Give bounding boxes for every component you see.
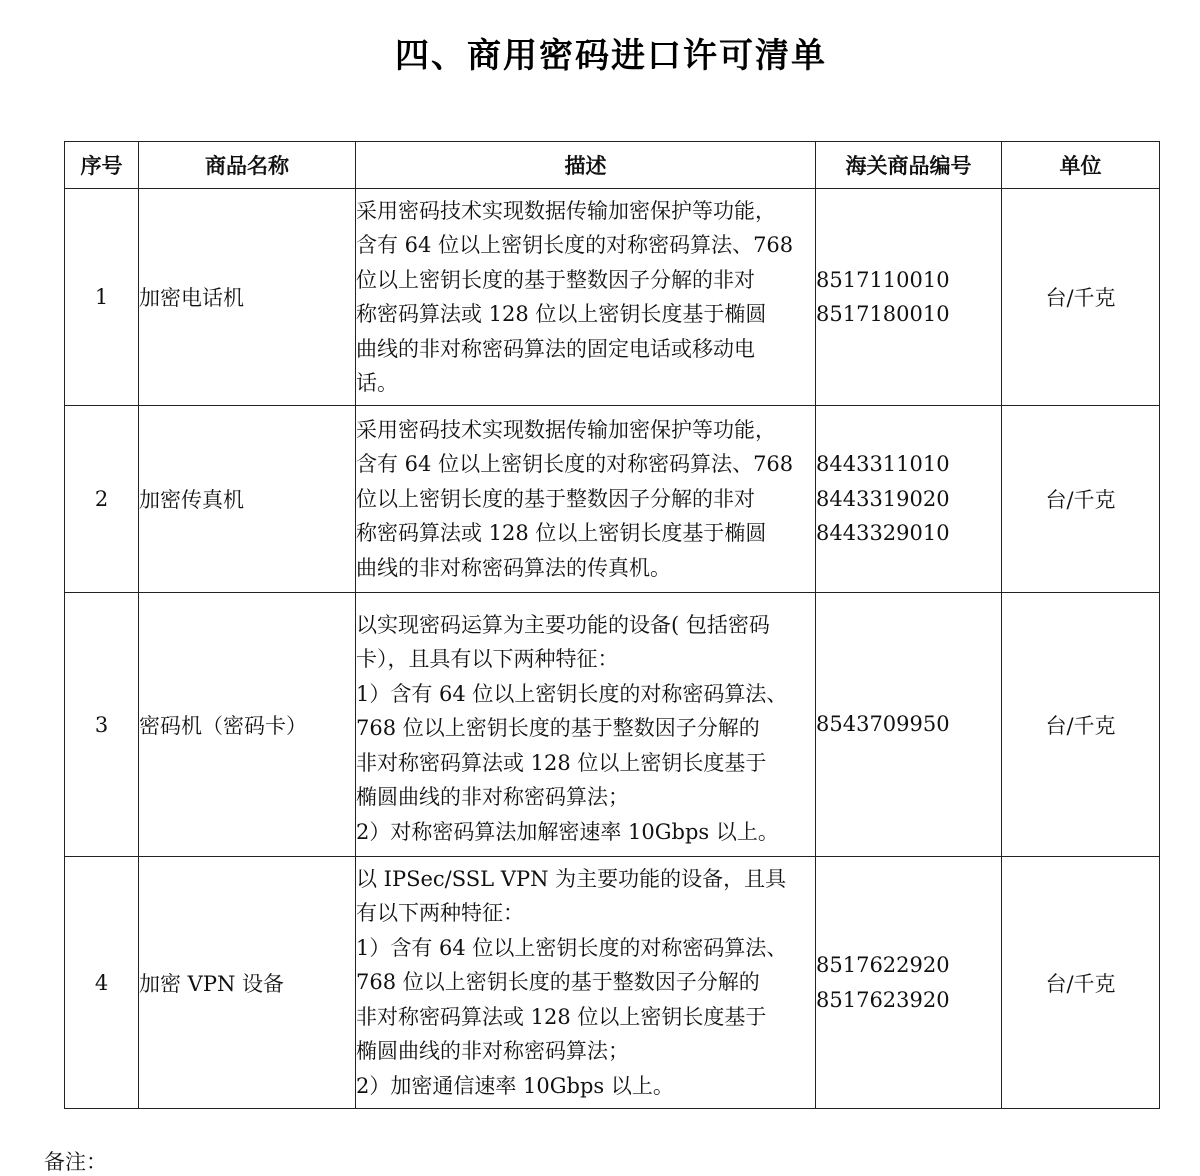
remark-label: 备注： xyxy=(44,1150,107,1174)
description-line: 位以上密钥长度的基于整数因子分解的非对 xyxy=(356,486,755,511)
table-row xyxy=(65,593,1160,857)
product-name: 加密 VPN 设备 xyxy=(139,857,356,1109)
description-line: 768 位以上密钥长度的基于整数因子分解的 xyxy=(356,970,760,995)
table-row xyxy=(65,406,1160,593)
unit: 台/千克 xyxy=(1002,857,1160,1109)
unit: 台/千克 xyxy=(1002,406,1160,593)
description-line: 曲线的非对称密码算法的传真机。 xyxy=(356,555,671,580)
description-line: 非对称密码算法或 128 位以上密钥长度基于 xyxy=(356,750,767,775)
header-desc: 描述 xyxy=(356,142,816,189)
customs-code: 8517180010 xyxy=(816,302,950,326)
description-line: 采用密码技术实现数据传输加密保护等功能， xyxy=(356,417,776,442)
unit: 台/千克 xyxy=(1002,189,1160,406)
description-line: 椭圆曲线的非对称密码算法； xyxy=(356,785,629,810)
customs-codes xyxy=(816,857,1002,1109)
table-header-row xyxy=(65,142,1160,189)
description-line: 话。 xyxy=(356,371,398,395)
customs-codes xyxy=(816,593,1002,857)
description-line: 椭圆曲线的非对称密码算法； xyxy=(356,1039,629,1064)
description-line: 称密码算法或 128 位以上密钥长度基于椭圆 xyxy=(356,521,767,546)
description xyxy=(356,189,816,406)
description-line: 非对称密码算法或 128 位以上密钥长度基于 xyxy=(356,1004,767,1029)
row-number: 3 xyxy=(65,593,139,857)
description-line: 卡），且具有以下两种特征： xyxy=(356,647,619,672)
customs-code: 8517623920 xyxy=(816,987,950,1012)
row-number: 1 xyxy=(65,189,139,406)
customs-code: 8443329010 xyxy=(816,521,950,546)
header-no: 序号 xyxy=(65,142,139,189)
table-row xyxy=(65,189,1160,406)
product-name: 密码机（密码卡） xyxy=(139,593,356,857)
import-license-table xyxy=(64,141,1160,1109)
description-line: 2）对称密码算法加解密速率 10Gbps 以上。 xyxy=(356,819,779,844)
description-line: 曲线的非对称密码算法的固定电话或移动电 xyxy=(356,336,755,361)
header-name: 商品名称 xyxy=(139,142,356,189)
page-title: 四、商用密码进口许可清单 xyxy=(395,36,827,76)
description xyxy=(356,857,816,1109)
customs-code: 8443311010 xyxy=(816,452,950,477)
description-line: 768 位以上密钥长度的基于整数因子分解的 xyxy=(356,716,760,741)
description-line: 采用密码技术实现数据传输加密保护等功能， xyxy=(356,198,776,223)
description-line: 以实现密码运算为主要功能的设备( 包括密码 xyxy=(356,612,770,637)
customs-code: 8543709950 xyxy=(816,712,950,737)
customs-codes xyxy=(816,189,1002,406)
customs-code: 8517110010 xyxy=(816,267,950,292)
description-line: 称密码算法或 128 位以上密钥长度基于椭圆 xyxy=(356,302,767,326)
header-unit: 单位 xyxy=(1002,142,1160,189)
description-line: 含有 64 位以上密钥长度的对称密码算法、768 xyxy=(356,233,794,257)
description xyxy=(356,593,816,857)
description-line: 1）含有 64 位以上密钥长度的对称密码算法、 xyxy=(356,681,788,706)
row-number: 2 xyxy=(65,406,139,593)
description-line: 位以上密钥长度的基于整数因子分解的非对 xyxy=(356,267,755,292)
customs-code: 8443319020 xyxy=(816,486,950,511)
customs-codes xyxy=(816,406,1002,593)
description-line: 2）加密通信速率 10Gbps 以上。 xyxy=(356,1073,674,1098)
description-line: 有以下两种特征： xyxy=(356,901,524,926)
product-name: 加密电话机 xyxy=(139,189,356,406)
unit: 台/千克 xyxy=(1002,593,1160,857)
description-line: 以 IPSec/SSL VPN 为主要功能的设备，且具 xyxy=(356,866,787,891)
description-line: 1）含有 64 位以上密钥长度的对称密码算法、 xyxy=(356,935,788,960)
customs-code: 8517622920 xyxy=(816,953,950,977)
product-name: 加密传真机 xyxy=(139,406,356,593)
row-number: 4 xyxy=(65,857,139,1109)
description-line: 含有 64 位以上密钥长度的对称密码算法、768 xyxy=(356,452,794,477)
description xyxy=(356,406,816,593)
header-code: 海关商品编号 xyxy=(816,142,1002,189)
table-row xyxy=(65,857,1160,1109)
